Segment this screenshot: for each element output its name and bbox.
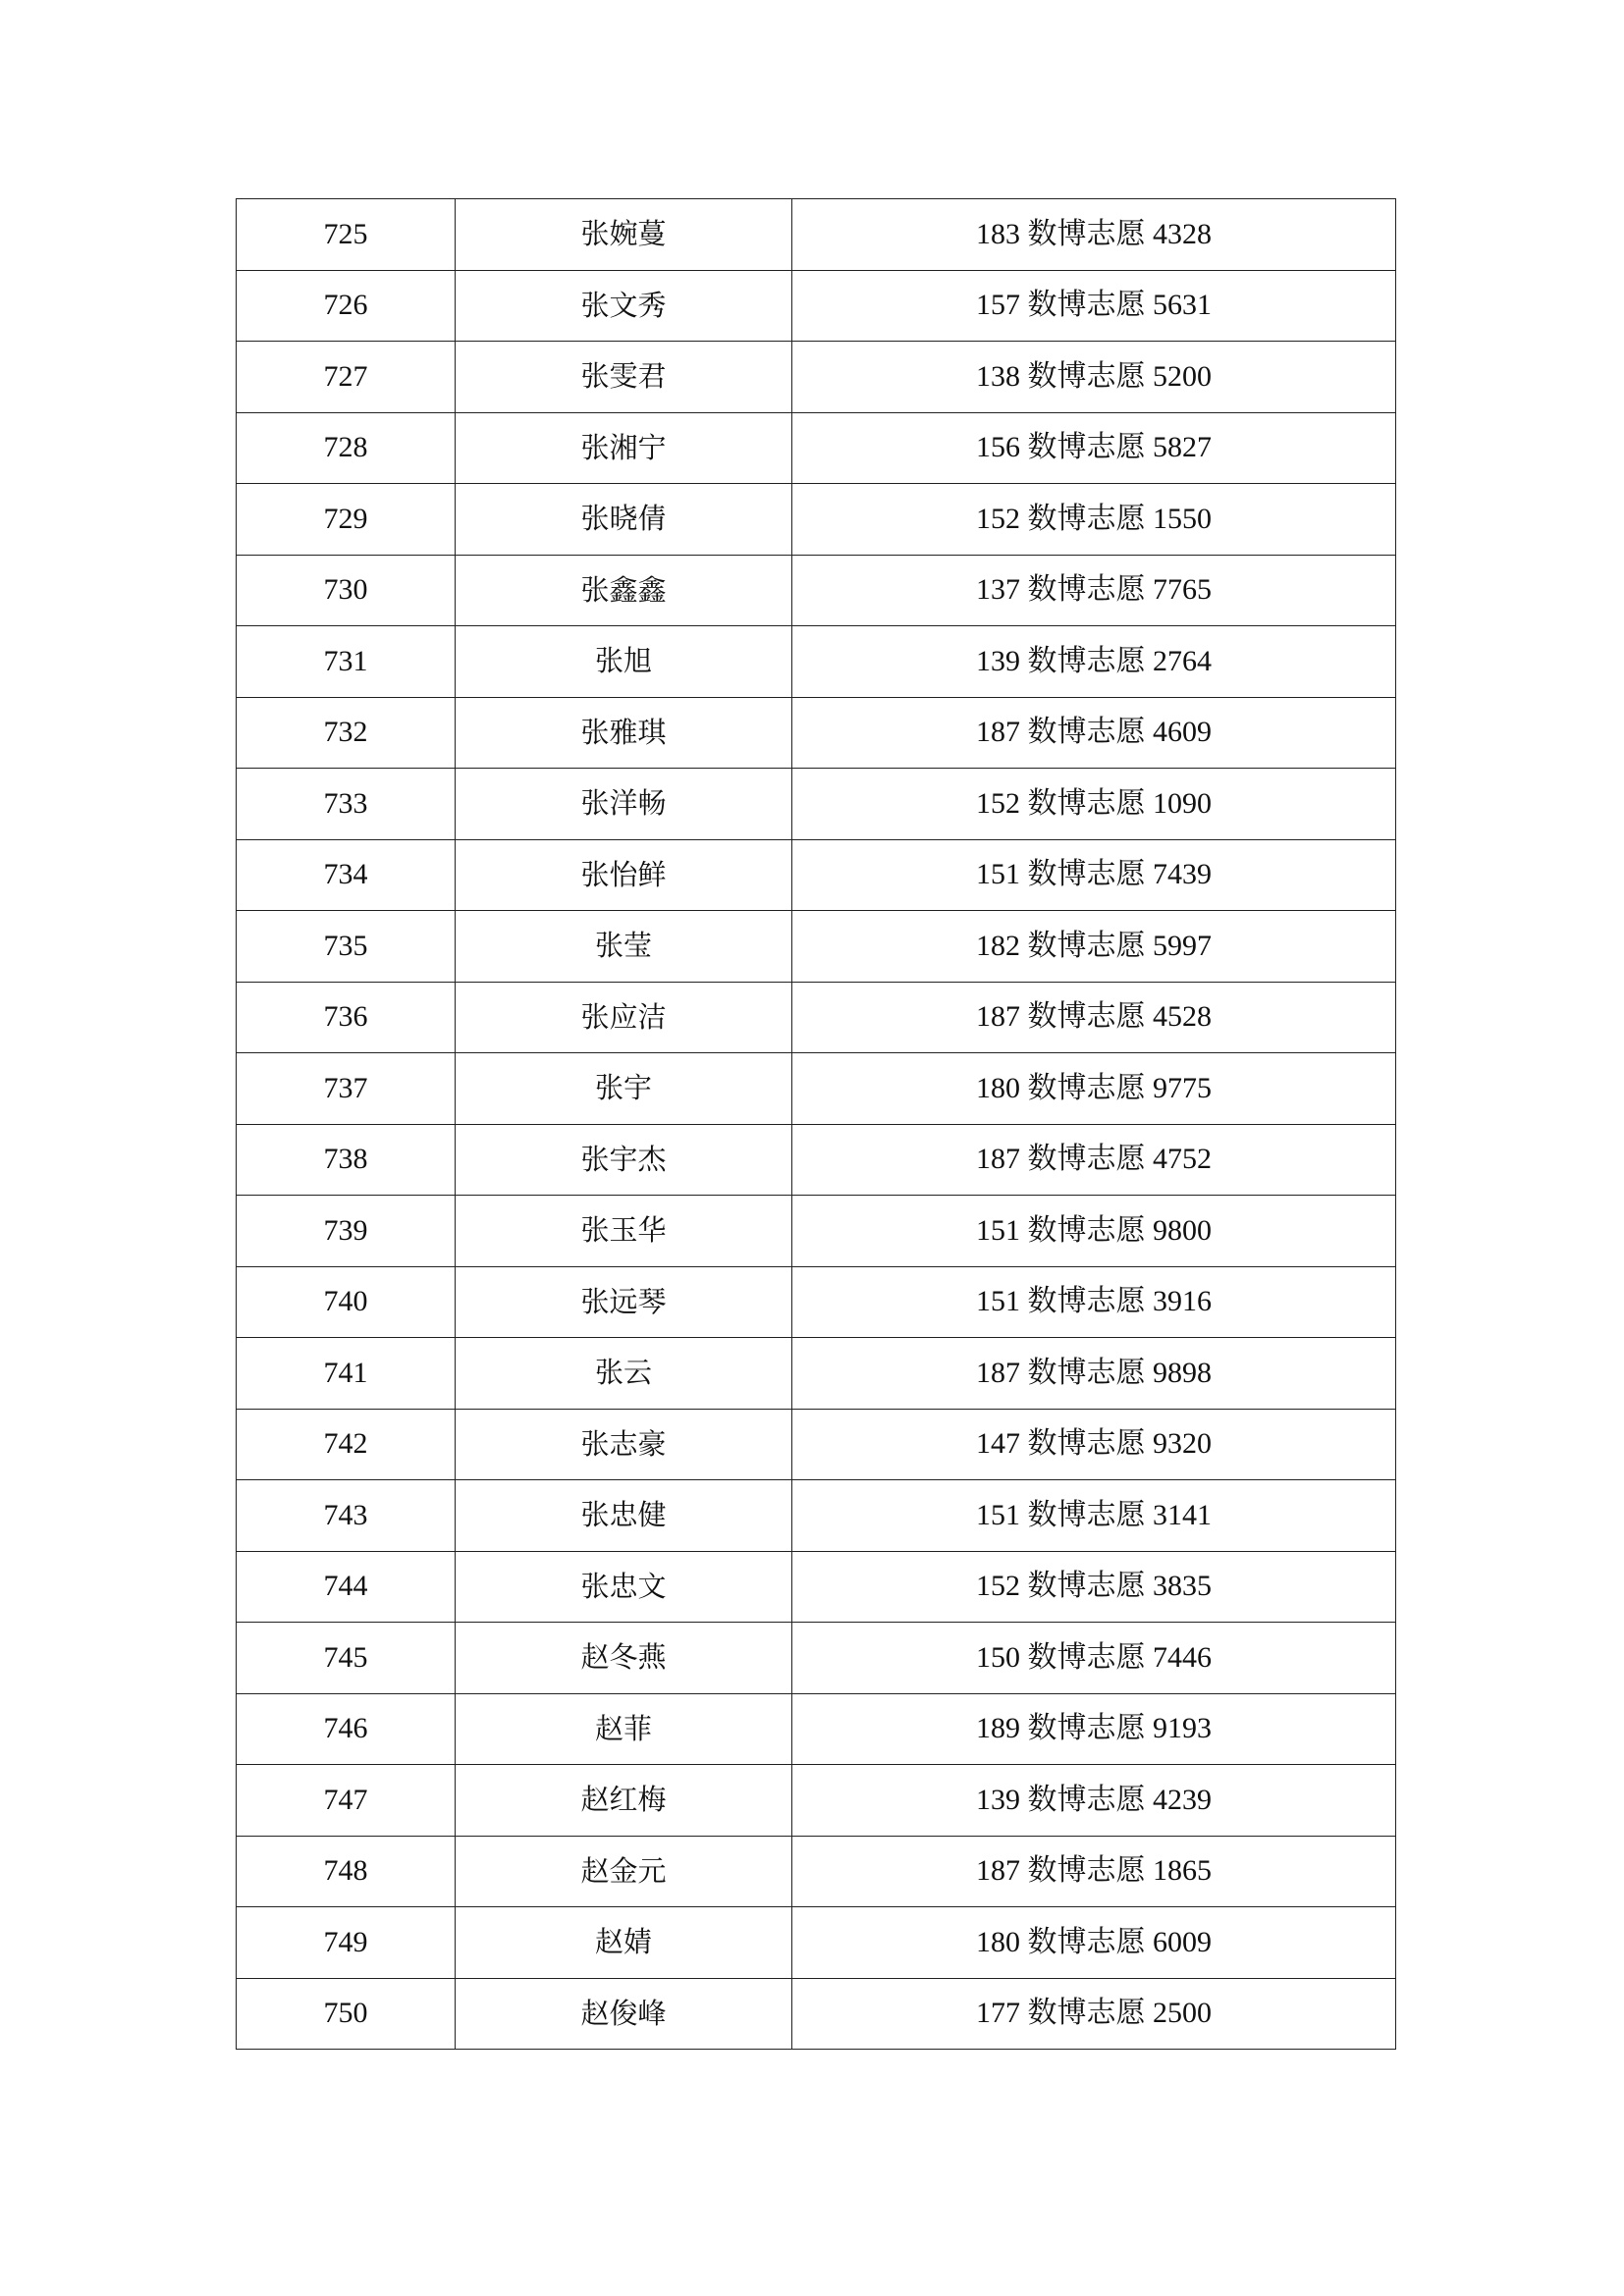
volunteer-id-cell: 139 数博志愿 2764: [792, 626, 1396, 698]
row-number-cell: 747: [237, 1765, 456, 1837]
row-number-cell: 749: [237, 1907, 456, 1979]
volunteer-id-cell: 150 数博志愿 7446: [792, 1623, 1396, 1694]
table-row: [237, 911, 1396, 983]
row-number-cell: 739: [237, 1196, 456, 1267]
table-row: [237, 199, 1396, 271]
table-row: [237, 1551, 1396, 1623]
table-row: [237, 270, 1396, 342]
volunteer-name-cell: 张文秀: [456, 270, 792, 342]
table-row: [237, 697, 1396, 769]
volunteer-id-cell: 152 数博志愿 1090: [792, 769, 1396, 840]
table-row: [237, 839, 1396, 911]
volunteer-name-cell: 张宇杰: [456, 1124, 792, 1196]
volunteer-id-cell: 139 数博志愿 4239: [792, 1765, 1396, 1837]
volunteer-id-cell: 177 数博志愿 2500: [792, 1978, 1396, 2050]
volunteer-id-cell: 157 数博志愿 5631: [792, 270, 1396, 342]
volunteer-name-cell: 赵婧: [456, 1907, 792, 1979]
volunteer-id-cell: 187 数博志愿 4528: [792, 982, 1396, 1053]
row-number-cell: 731: [237, 626, 456, 698]
table-row: [237, 1907, 1396, 1979]
row-number-cell: 733: [237, 769, 456, 840]
volunteer-id-cell: 187 数博志愿 1865: [792, 1836, 1396, 1907]
row-number-cell: 741: [237, 1338, 456, 1410]
volunteer-id-cell: 180 数博志愿 6009: [792, 1907, 1396, 1979]
row-number-cell: 732: [237, 697, 456, 769]
table-row: [237, 484, 1396, 556]
row-number-cell: 734: [237, 839, 456, 911]
volunteer-id-cell: 187 数博志愿 9898: [792, 1338, 1396, 1410]
table-row: [237, 1978, 1396, 2050]
volunteer-name-cell: 赵俊峰: [456, 1978, 792, 2050]
row-number-cell: 748: [237, 1836, 456, 1907]
row-number-cell: 727: [237, 342, 456, 413]
volunteer-id-cell: 147 数博志愿 9320: [792, 1409, 1396, 1480]
table-row: [237, 626, 1396, 698]
volunteer-name-cell: 张鑫鑫: [456, 555, 792, 626]
row-number-cell: 735: [237, 911, 456, 983]
volunteer-id-cell: 152 数博志愿 3835: [792, 1551, 1396, 1623]
table-row: [237, 1765, 1396, 1837]
volunteer-name-cell: 张忠文: [456, 1551, 792, 1623]
table-row: [237, 1338, 1396, 1410]
volunteer-name-cell: 张应洁: [456, 982, 792, 1053]
table-row: [237, 555, 1396, 626]
volunteer-name-cell: 张湘宁: [456, 412, 792, 484]
row-number-cell: 730: [237, 555, 456, 626]
row-number-cell: 746: [237, 1693, 456, 1765]
table-row: [237, 1196, 1396, 1267]
volunteer-id-cell: 151 数博志愿 9800: [792, 1196, 1396, 1267]
table-row: [237, 1409, 1396, 1480]
row-number-cell: 728: [237, 412, 456, 484]
volunteer-id-cell: 187 数博志愿 4609: [792, 697, 1396, 769]
volunteer-name-cell: 张云: [456, 1338, 792, 1410]
volunteer-name-cell: 赵菲: [456, 1693, 792, 1765]
volunteer-table-body: [237, 199, 1396, 2050]
table-row: [237, 1266, 1396, 1338]
table-row: [237, 1124, 1396, 1196]
volunteer-name-cell: 张远琴: [456, 1266, 792, 1338]
volunteer-id-cell: 156 数博志愿 5827: [792, 412, 1396, 484]
volunteer-name-cell: 赵金元: [456, 1836, 792, 1907]
volunteer-table: [236, 198, 1396, 2050]
volunteer-id-cell: 151 数博志愿 3916: [792, 1266, 1396, 1338]
volunteer-id-cell: 189 数博志愿 9193: [792, 1693, 1396, 1765]
volunteer-name-cell: 张莹: [456, 911, 792, 983]
table-row: [237, 1836, 1396, 1907]
row-number-cell: 726: [237, 270, 456, 342]
volunteer-name-cell: 张婉蔓: [456, 199, 792, 271]
table-row: [237, 1480, 1396, 1552]
row-number-cell: 725: [237, 199, 456, 271]
row-number-cell: 743: [237, 1480, 456, 1552]
table-row: [237, 769, 1396, 840]
volunteer-id-cell: 137 数博志愿 7765: [792, 555, 1396, 626]
volunteer-id-cell: 138 数博志愿 5200: [792, 342, 1396, 413]
row-number-cell: 742: [237, 1409, 456, 1480]
row-number-cell: 738: [237, 1124, 456, 1196]
volunteer-name-cell: 赵红梅: [456, 1765, 792, 1837]
volunteer-name-cell: 张晓倩: [456, 484, 792, 556]
volunteer-name-cell: 张志豪: [456, 1409, 792, 1480]
volunteer-name-cell: 张雅琪: [456, 697, 792, 769]
volunteer-name-cell: 张雯君: [456, 342, 792, 413]
row-number-cell: 750: [237, 1978, 456, 2050]
volunteer-name-cell: 赵冬燕: [456, 1623, 792, 1694]
table-row: [237, 1053, 1396, 1125]
volunteer-name-cell: 张旭: [456, 626, 792, 698]
volunteer-name-cell: 张怡鲜: [456, 839, 792, 911]
table-row: [237, 412, 1396, 484]
volunteer-name-cell: 张洋畅: [456, 769, 792, 840]
volunteer-id-cell: 182 数博志愿 5997: [792, 911, 1396, 983]
table-row: [237, 1623, 1396, 1694]
volunteer-id-cell: 151 数博志愿 7439: [792, 839, 1396, 911]
row-number-cell: 729: [237, 484, 456, 556]
volunteer-name-cell: 张玉华: [456, 1196, 792, 1267]
row-number-cell: 736: [237, 982, 456, 1053]
table-row: [237, 342, 1396, 413]
volunteer-id-cell: 180 数博志愿 9775: [792, 1053, 1396, 1125]
row-number-cell: 740: [237, 1266, 456, 1338]
volunteer-id-cell: 151 数博志愿 3141: [792, 1480, 1396, 1552]
volunteer-name-cell: 张宇: [456, 1053, 792, 1125]
row-number-cell: 745: [237, 1623, 456, 1694]
row-number-cell: 737: [237, 1053, 456, 1125]
volunteer-id-cell: 152 数博志愿 1550: [792, 484, 1396, 556]
row-number-cell: 744: [237, 1551, 456, 1623]
table-row: [237, 1693, 1396, 1765]
volunteer-name-cell: 张忠健: [456, 1480, 792, 1552]
volunteer-id-cell: 187 数博志愿 4752: [792, 1124, 1396, 1196]
volunteer-id-cell: 183 数博志愿 4328: [792, 199, 1396, 271]
table-row: [237, 982, 1396, 1053]
